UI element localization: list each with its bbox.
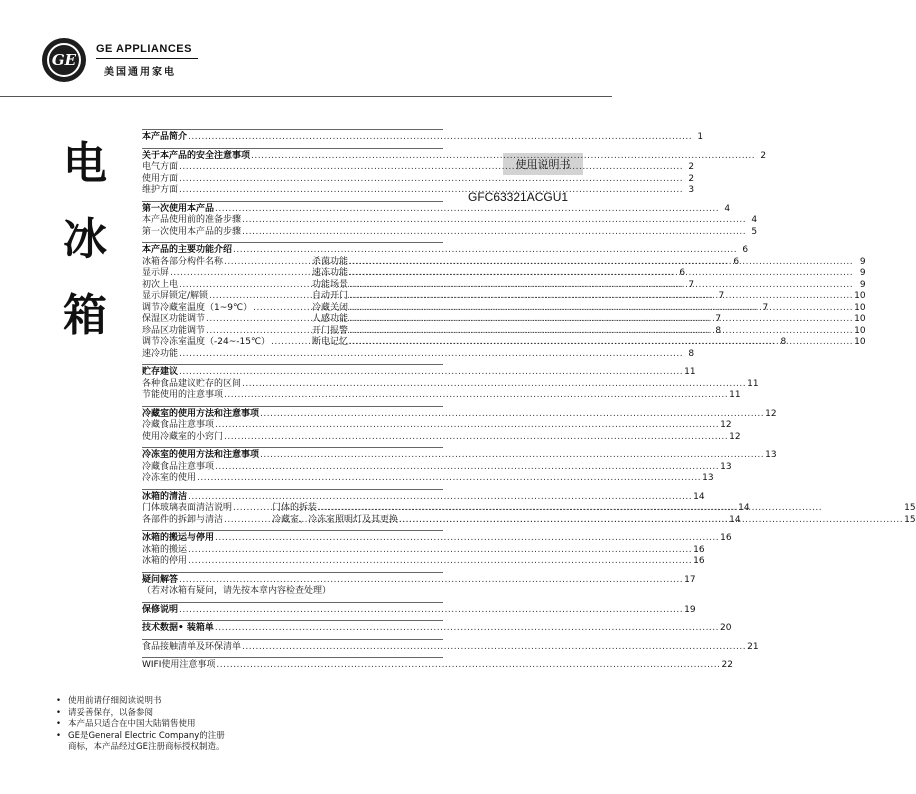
- toc-entry[interactable]: 电气方面 ..... 2: [142, 162, 443, 174]
- toc-heading[interactable]: WIFI使用注意事项 ..... 22: [142, 660, 443, 672]
- brand-divider: [96, 58, 198, 59]
- toc-section: [142, 602, 696, 617]
- toc-heading[interactable]: 冰箱的清洁 ..... 14: [142, 492, 443, 504]
- bullet-icon: •: [56, 707, 62, 718]
- toc-entry[interactable]: 人感功能 ..... 10: [312, 314, 866, 326]
- toc-entry[interactable]: 珍品区功能调节 ..... 8: [142, 326, 302, 338]
- title-char: 电: [63, 138, 107, 189]
- toc-entry[interactable]: 冷冻室的使用 ..... 13: [142, 473, 443, 485]
- toc-entry[interactable]: 冰箱的停用 ..... 16: [142, 556, 443, 568]
- note-item: • 使用前请仔细阅读说明书: [56, 696, 162, 706]
- toc-entry[interactable]: 节能使用的注意事项 ..... 11: [142, 390, 443, 402]
- brand-name-chinese: 美国通用家电: [104, 67, 176, 78]
- document-title: [50, 126, 120, 354]
- bullet-icon: •: [56, 719, 62, 729]
- ge-logo-monogram: GE: [47, 43, 81, 77]
- toc-entry[interactable]: 各部件的拆卸与清洁 ..... 14: [142, 515, 262, 527]
- toc-heading[interactable]: 食品接触清单及环保清单 ..... 21: [142, 642, 443, 654]
- toc-entry[interactable]: 门体的拆装 ..... 15: [272, 503, 916, 515]
- toc-section: [142, 406, 777, 444]
- toc-section: [142, 489, 916, 527]
- toc-entry[interactable]: 第一次使用本产品的步骤 ..... 5: [142, 227, 443, 239]
- toc-heading[interactable]: 技术数据• 装箱单 ..... 20: [142, 623, 443, 635]
- toc-entry[interactable]: 显示屏 ..... 6: [142, 268, 302, 280]
- toc-section: [142, 129, 704, 144]
- note-item-continued: 商标，本产品经过GE注册商标授权制造。: [68, 742, 225, 752]
- toc-entry[interactable]: 冷藏食品注意事项 ..... 12: [142, 420, 443, 432]
- toc-entry[interactable]: 速冻功能 ..... 9: [312, 268, 866, 280]
- title-char: 冰: [63, 214, 107, 265]
- toc-entry[interactable]: 显示屏锁定/解锁 ..... 7: [142, 291, 302, 303]
- toc-entry[interactable]: 断电记忆 ..... 10: [312, 337, 866, 349]
- toc-entry[interactable]: 调节冷藏室温度（1~9℃） ..... 7: [142, 303, 302, 315]
- toc-entry[interactable]: 杀菌功能 ..... 9: [312, 257, 866, 269]
- toc-section: [142, 657, 733, 672]
- toc-entry[interactable]: 保湿区功能调节 ..... 7: [142, 314, 302, 326]
- toc-heading[interactable]: 第一次使用本产品 ..... 4: [142, 204, 443, 216]
- toc-heading[interactable]: 贮存建议 ..... 11: [142, 367, 443, 379]
- note-item: • 请妥善保存，以备参阅: [56, 707, 154, 718]
- toc-heading[interactable]: 冰箱的搬运与停用 ..... 16: [142, 533, 443, 545]
- toc-entry[interactable]: 开门报警 ..... 10: [312, 326, 866, 338]
- toc-section: [142, 242, 866, 360]
- ge-logo: [42, 38, 86, 82]
- bullet-icon: •: [56, 696, 62, 706]
- toc-entry[interactable]: 冰箱各部分构件名称 ..... 6: [142, 257, 302, 269]
- toc-entry[interactable]: 速冷功能 ..... 8: [142, 349, 302, 361]
- toc-heading[interactable]: 保修说明 ..... 19: [142, 605, 443, 617]
- toc-entry[interactable]: 门体玻璃表面清洁说明 ..... 14: [142, 503, 262, 515]
- toc-heading[interactable]: 冷藏室的使用方法和注意事项 ..... 12: [142, 409, 443, 421]
- toc-entry[interactable]: 冰箱的搬运 ..... 16: [142, 545, 443, 557]
- toc-heading[interactable]: 冷冻室的使用方法和注意事项 ..... 13: [142, 450, 443, 462]
- title-char: 箱: [63, 290, 107, 341]
- toc-heading[interactable]: 关于本产品的安全注意事项 ..... 2: [142, 151, 443, 163]
- toc-entry[interactable]: 冷藏室、冷冻室照明灯及其更换 ..... 15: [272, 515, 916, 527]
- bullet-icon: •: [56, 730, 62, 741]
- toc-section: [142, 620, 732, 635]
- toc-entry[interactable]: 维护方面 ..... 3: [142, 185, 443, 197]
- header-rule: [0, 96, 612, 97]
- toc-entry[interactable]: 本产品使用前的准备步骤 ..... 4: [142, 215, 443, 227]
- toc-section: [142, 530, 732, 568]
- toc-entry[interactable]: 冷藏食品注意事项 ..... 13: [142, 462, 443, 474]
- toc-section: [142, 201, 758, 239]
- toc-section: [142, 572, 696, 598]
- manual-label-badge: 使用说明书: [503, 153, 583, 175]
- toc-heading[interactable]: 本产品的主要功能介绍 ..... 6: [142, 245, 443, 257]
- toc-entry[interactable]: 冷藏关闭 ..... 10: [312, 303, 866, 315]
- toc-entry[interactable]: 功能场景 ..... 9: [312, 280, 866, 292]
- toc-note: （若对冰箱有疑问，请先按本章内容检查处理）: [142, 586, 332, 596]
- toc-section: [142, 639, 759, 654]
- model-number: GFC63321ACGU1: [468, 190, 569, 204]
- toc-entry[interactable]: 调节冷冻室温度（-24~-15℃） ..... 8: [142, 337, 302, 349]
- brand-name-english: GE APPLIANCES: [96, 43, 192, 55]
- toc-entry[interactable]: 自动开门 ..... 10: [312, 291, 866, 303]
- toc-section: [142, 364, 759, 402]
- toc-section: [142, 447, 777, 485]
- toc-entry[interactable]: 初次上电 ..... 7: [142, 280, 302, 292]
- toc-entry[interactable]: 各种食品建议贮存的区间 ..... 11: [142, 379, 443, 391]
- usage-notes: [56, 696, 225, 754]
- note-item: • GE是General Electric Company的注册: [56, 730, 225, 741]
- toc-entry[interactable]: 使用冷藏室的小窍门 ..... 12: [142, 432, 443, 444]
- toc-entry[interactable]: 使用方面 ..... 2: [142, 174, 443, 186]
- note-item: • 本产品只适合在中国大陆销售使用: [56, 719, 196, 729]
- toc-heading[interactable]: 本产品简介 ..... 1: [142, 132, 443, 144]
- toc-heading[interactable]: 疑问解答 ..... 17: [142, 575, 443, 587]
